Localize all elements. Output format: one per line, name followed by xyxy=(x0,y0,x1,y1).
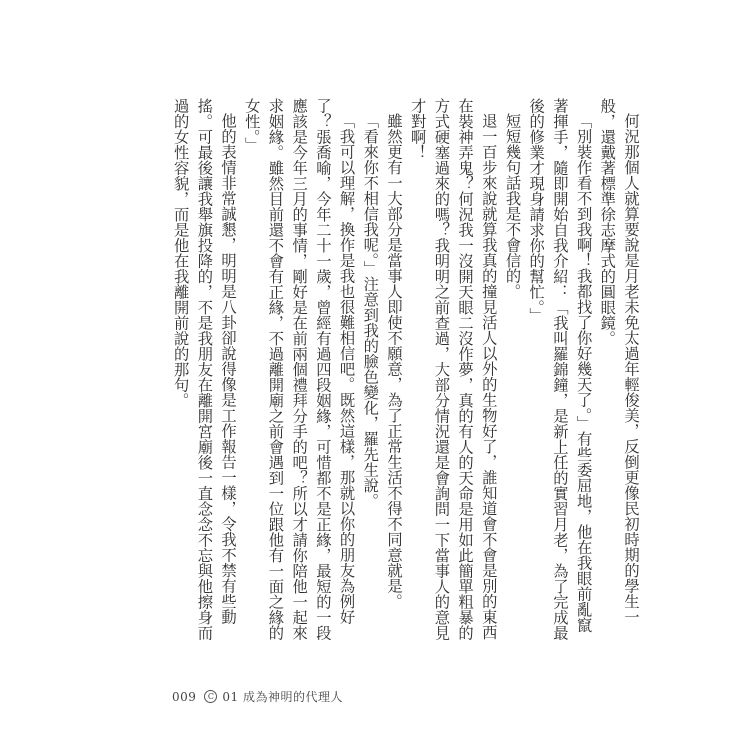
paragraph-6: 「看來你不相信我呢。」注意到我的臉色變化，羅先生說。 xyxy=(361,113,380,509)
paragraph-1: 何況那個人就算要說是月老未免太過年輕俊美，反倒更像民初時期的學生一般，還戴著標準徐志摩式的圓眼鏡。 xyxy=(598,98,640,625)
vertical-text-body xyxy=(168,98,642,646)
paragraph-8: 他的表情非常誠懇，明明是八卦卻說得像是工作報告一樣，令我不禁有些動搖。可最後讓我舉旗投降的，不是我朋友在離開宮廟後一直念念不忘與他擦身而過的女性容貌，而是他在我離開前說的那句。 xyxy=(171,98,238,641)
page-footer xyxy=(172,688,343,705)
chapter-logo-icon: C xyxy=(204,690,217,703)
paragraph-2: 「別裝作看不到我啊！我都找了你好幾天了。」有些委屈地，他在我眼前亂竄著揮手，隨即開始自我介紹：「我叫羅錦鐘，是新上任的實習月老，為了完成最後的修業才現身請求你的幫忙。」 xyxy=(527,98,593,641)
page-number: 009 xyxy=(172,689,197,704)
paragraph-7: 「我可以理解，換作是我也很難相信吧。既然這樣，那就以你的朋友為例好了？張喬喻，今年二十一歲，曾經有過四段姻緣，可惜都不是正緣，最短的一段應該是今年三月的事情，剛好是在前兩個禮拜分手的吧？所以才請你陪他一起來求姻緣。雖然目前還不會有正緣，不過離開廟之前會遇到一位跟他有一面之緣的女性。」 xyxy=(242,98,356,641)
paragraph-4: 退一百步來說就算我真的撞見活人以外的生物好了，誰知道會不會是別的東西在裝神弄鬼？何況我一沒開天眼二沒作夢，真的有人的天命是用如此簡單粗暴的方式硬塞過來的嗎？我明明之前查過，大部分情況還是會詢問一下當事人的意見才對啊！ xyxy=(408,98,498,641)
chapter-title: 01 成為神明的代理人 xyxy=(222,690,343,704)
paragraph-5: 雖然更有一大部分是當事人即使不願意，為了正常生活不得不同意就是。 xyxy=(384,113,403,610)
paragraph-3: 短短幾句話我是不會信的。 xyxy=(503,113,522,300)
